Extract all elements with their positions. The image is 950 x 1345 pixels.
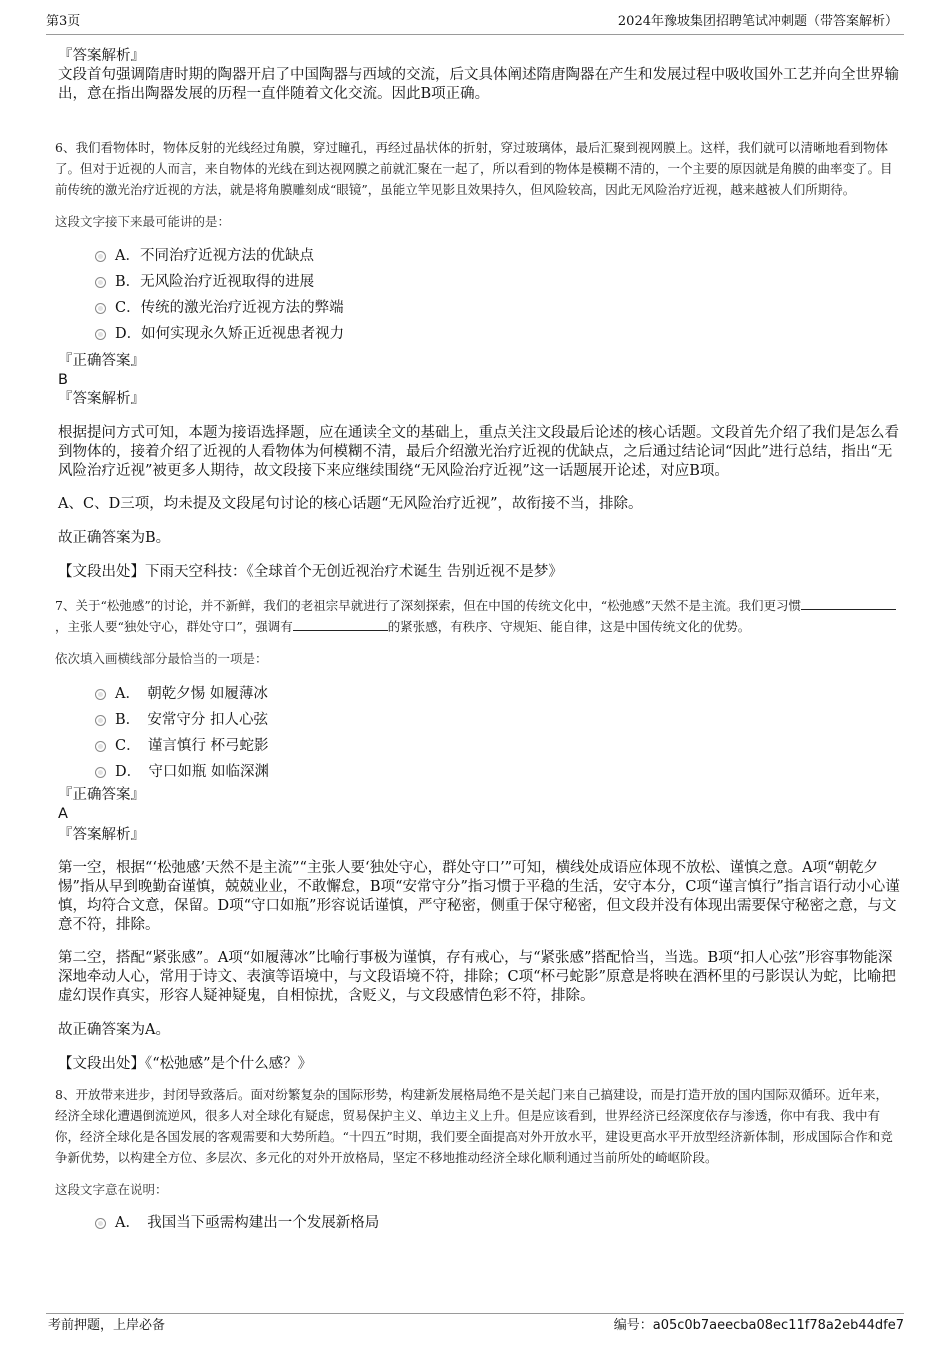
explanation-label: 『答案解析』 <box>58 391 145 407</box>
question-stem: 6、我们看物体时，物体反射的光线经过角膜，穿过瞳孔，再经过晶状体的折射，穿过玻璃体，最后汇聚到视网膜上。这样，我们就可以清晰地看到物体了。但对于近视的人而言，来自物体的光线在到达视网膜之前就汇聚在一起了，所以看到的物体是模糊不清的，一个主要的原因就是角膜的曲率变了。目前传统的激光治疗近视的方法，就是将角膜雕刻成“眼镜”，虽能立竿见影且效果持久，但风险较高，因此无风险治疗近视，越来越被人们所期待。 <box>55 140 893 197</box>
explanation-paragraph: A、C、D三项，均未提及文段尾句讨论的核心话题“无风险治疗近视”，故衔接不当，排除。 <box>58 496 643 512</box>
question-stem: 7、关于“松弛感”的讨论，并不新鲜，我们的老祖宗早就进行了深刻探索，但在中国的传统文化中，“松弛感”天然不是主流。我们更习惯，主张人要“独处守心，群处守口”，强调有 的紧张感，有秩序、守规矩、能自律，这是中国传统文化的优势。 <box>55 595 900 637</box>
question-stem: 8、开放带来进步，封闭导致落后。面对纷繁复杂的国际形势，构建新发展格局绝不是关起门来自己搞建设，而是打造开放的国内国际双循环。近年来，经济全球化遭遇倒流逆风，很多人对全球化有疑虑，贸易保护主义、单边主义上升。但是应该看到，世界经济已经深度依存与渗透，你中有我、我中有你，经济全球化是各国发展的客观需要和大势所趋。“十四五”时期，我们要全面提高对外开放水平，建设更高水平开放型经济新体制，形成国际合作和竞争新优势，以构建全方位、多层次、多元化的对外开放格局，坚定不移地推动经济全球化顺利通过当前所处的崎岖阶段。 <box>55 1087 893 1165</box>
question-7 <box>55 595 900 1074</box>
page-header <box>46 12 904 35</box>
option-list <box>95 681 900 785</box>
answer-label: 『正确答案』 <box>58 353 145 369</box>
radio-icon[interactable] <box>95 689 106 700</box>
question-8 <box>55 1084 900 1236</box>
radio-icon[interactable] <box>95 1218 106 1229</box>
option-b[interactable]: B． 安常守分 扣人心弦 <box>95 707 900 733</box>
option-d[interactable]: D．如何实现永久矫正近视患者视力 <box>95 321 900 347</box>
blank-line <box>293 618 388 631</box>
explanation-paragraph: 第一空，根据“‘松弛感’天然不是主流”“主张人要‘独处守心，群处守口’”可知，横线处成语应体现不放松、谨慎之意。A项“朝乾夕惕”指从早到晚勤奋谨慎，兢兢业业，不敢懈怠，B项“安常守分”指习惯于平稳的生活，安守本分，C项“谨言慎行”指言语行动小心谨慎，均符合文意，保留。D项“守口如瓶”形容说话谨慎，严守秘密，侧重于保守秘密，但文段并没有体现出需要保守秘密之意，与文意不符，排除。 <box>58 860 900 933</box>
explanation-label: 『答案解析』 <box>58 827 145 843</box>
source-text: 下雨天空科技：《全球首个无创近视治疗术诞生 告别近视不是梦》 <box>145 564 563 580</box>
option-c[interactable]: C．传统的激光治疗近视方法的弊端 <box>95 295 900 321</box>
page-footer <box>46 1313 904 1338</box>
footer-slogan: 考前押题，上岸必备 <box>48 1318 166 1333</box>
page-number: 第3页 <box>46 14 81 29</box>
explanation-text: 文段首句强调隋唐时期的陶器开启了中国陶器与西域的交流，后文具体阐述隋唐陶器在产生和发展过程中吸收国外工艺并向全世界输出，意在指出陶器发展的历程一直伴随着文化交流。因此B项正确。 <box>58 67 899 102</box>
radio-icon[interactable] <box>95 767 106 778</box>
radio-icon[interactable] <box>95 251 106 262</box>
document-title: 2024年豫坡集团招聘笔试冲刺题（带答案解析） <box>617 14 898 29</box>
question-prompt: 这段文字意在说明： <box>55 1182 168 1197</box>
option-b[interactable]: B．无风险治疗近视取得的进展 <box>95 269 900 295</box>
source-text: 《“松弛感”是个什么感？》 <box>145 1056 313 1072</box>
radio-icon[interactable] <box>95 277 106 288</box>
page-content <box>55 44 900 1236</box>
answer-label: 『正确答案』 <box>58 787 145 803</box>
option-a[interactable]: A． 我国当下亟需构建出一个发展新格局 <box>95 1210 900 1236</box>
radio-icon[interactable] <box>95 329 106 340</box>
radio-icon[interactable] <box>95 741 106 752</box>
source-line <box>58 563 900 582</box>
option-a[interactable]: A．不同治疗近视方法的优缺点 <box>95 243 900 269</box>
explanation-paragraph: 第二空，搭配“紧张感”。A项“如履薄冰”比喻行事极为谨慎，存有戒心，与“紧张感”搭配恰当，当选。B项“扣人心弦”形容事物能深深地牵动人心，常用于诗文、表演等语境中，与文段语境不符，排除；C项“杯弓蛇影”原意是将映在酒杯里的弓影误认为蛇，比喻把虚幻误作真实，形容人疑神疑鬼，自相惊扰，含贬义，与文段感情色彩不符，排除。 <box>58 950 896 1004</box>
radio-icon[interactable] <box>95 715 106 726</box>
document-code: 编号：a05c0b7aeecba08ec11f78a2eb44dfe7 <box>613 1318 904 1333</box>
option-c[interactable]: C． 谨言慎行 杯弓蛇影 <box>95 733 900 759</box>
question-6 <box>55 137 900 582</box>
radio-icon[interactable] <box>95 303 106 314</box>
option-d[interactable]: D． 守口如瓶 如临深渊 <box>95 759 900 785</box>
blank-line <box>801 597 896 610</box>
explanation-paragraph: 故正确答案为B。 <box>58 530 171 546</box>
explanation-paragraph: 根据提问方式可知，本题为接语选择题，应在通读全文的基础上，重点关注文段最后论述的核心话题。文段首先介绍了我们是怎么看到物体的，接着介绍了近视的人看物体为何模糊不清，最后介绍激光治疗近视的优缺点，之后通过结论词“因此”进行总结，指出“无风险治疗近视”被更多人期待，故文段接下来应继续围绕“无风险治疗近视”这一话题展开论述，对应B项。 <box>58 425 899 479</box>
option-list <box>95 243 900 347</box>
answer-value: A <box>58 806 68 822</box>
question-prompt: 这段文字接下来最可能讲的是： <box>55 214 231 229</box>
explanation-label: 『答案解析』 <box>58 48 145 64</box>
explanation-paragraph: 故正确答案为A。 <box>58 1022 170 1038</box>
question-prompt: 依次填入画横线部分最恰当的一项是： <box>55 651 268 666</box>
source-key: 【文段出处】 <box>58 1056 145 1072</box>
q5-explanation <box>55 47 900 104</box>
source-line <box>58 1055 900 1074</box>
option-list <box>95 1210 900 1236</box>
option-a[interactable]: A． 朝乾夕惕 如履薄冰 <box>95 681 900 707</box>
answer-value: B <box>58 372 68 388</box>
source-key: 【文段出处】 <box>58 564 145 580</box>
